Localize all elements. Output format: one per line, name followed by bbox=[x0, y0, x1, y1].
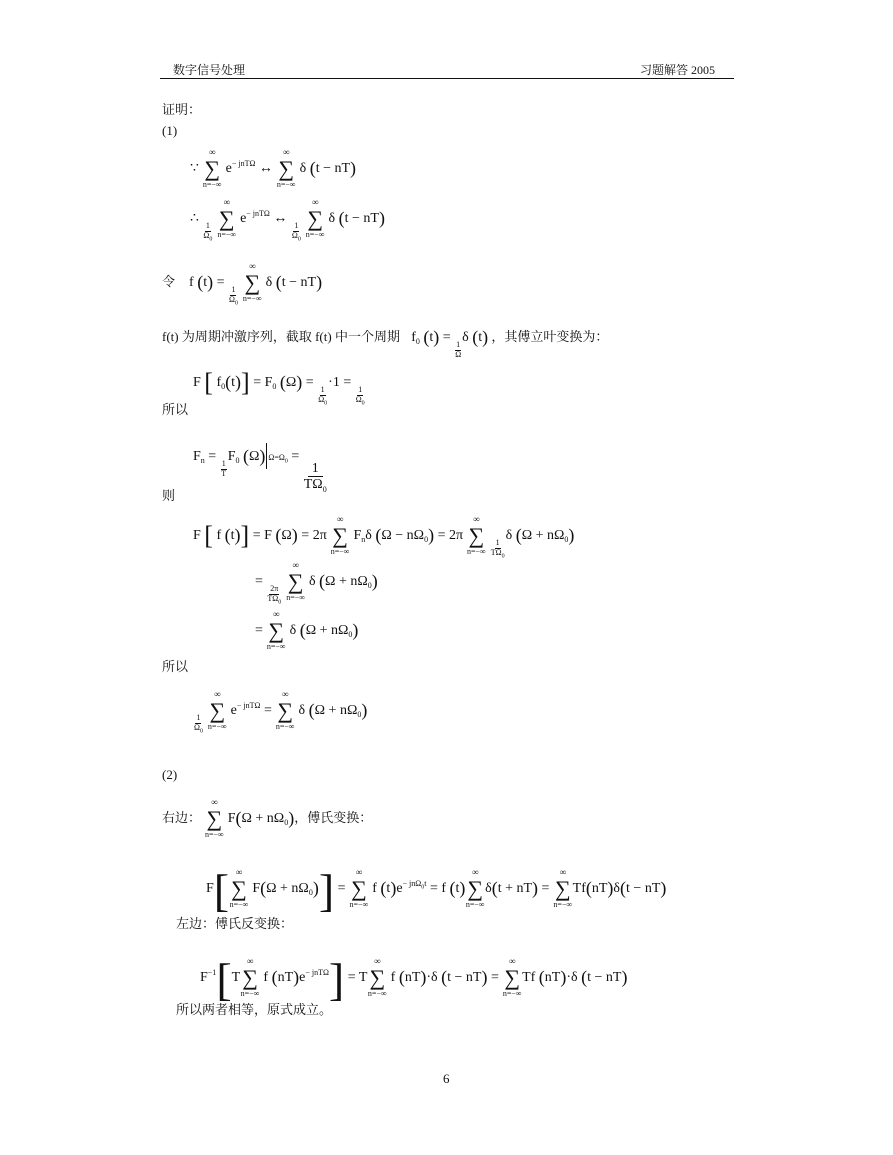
equation-7: = $\frac{2\pi}{T\Omega_0}$ ∑ ∞ n=−∞ δ $(\Omega + n\Omega_0)$ bbox=[255, 560, 378, 606]
sum-symbol: ∑ ∞ n=−∞ bbox=[276, 147, 296, 189]
fraction: $\frac{1}{\Omega_0}$ bbox=[291, 221, 301, 243]
suoyi-1: 所以 bbox=[162, 402, 189, 417]
equation-6: F [ f (t)] = F (Ω) = 2π ∑ ∞ n=−∞ $F_n\delta$ $(\Omega - n\Omega_0) = 2\pi$ ∑ ∞ n=−∞ $\frac{1}{T\Omega_0}$ δ $(\Omega + n\Omega_0)$ bbox=[193, 514, 575, 560]
sum-symbol: ∑ ∞ n=−∞ bbox=[275, 689, 295, 731]
fraction: $\frac{1}{\Omega_0}$ bbox=[228, 285, 238, 307]
page-number: 6 bbox=[443, 1071, 450, 1086]
fraction: $\frac{1}{T\Omega_0}$ bbox=[490, 538, 505, 560]
fraction: $\frac{1}{T}$ bbox=[221, 459, 227, 478]
periodic-impulse-text: f(t) 为周期冲激序列，截取 f(t) 中一个周期 $f_0$ (t) = $\frac{1}{\Omega}$ δ (t) ，其傅立叶变换为： bbox=[162, 327, 609, 359]
header-right: 习题解答 2005 bbox=[640, 63, 716, 77]
sum-symbol: ∑ ∞ n=−∞ bbox=[330, 514, 350, 556]
right-side-label: 右边： bbox=[162, 810, 202, 825]
header-rule bbox=[160, 78, 734, 79]
fraction: $\frac{1}{T\Omega_0}$ bbox=[303, 461, 327, 495]
therefore-symbol: ∴ bbox=[190, 211, 199, 226]
equation-3: 令 f (t) = $\frac{1}{\Omega_0}$ ∑ ∞ n=−∞ δ (t − nT) bbox=[162, 261, 323, 307]
fraction: $\frac{1}{\Omega_0}$ bbox=[318, 385, 328, 407]
sum-symbol: ∑ ∞ n=−∞ bbox=[204, 797, 224, 839]
sum-symbol: ∑ ∞ n=−∞ bbox=[465, 867, 485, 909]
sum-symbol: ∑ ∞ n=−∞ bbox=[367, 956, 387, 998]
part2-label: (2) bbox=[162, 767, 178, 782]
equation-12: $F^{-1}[T\sum$ ∞ n=−∞ f $(nT)e^{- jnT\Omega}] = T\sum$ ∞ n=−∞ f (nT)·δ (t − nT) = ∑ ∞ n=−∞ Tf (nT)·δ (t − nT) bbox=[200, 954, 628, 1005]
sum-symbol: ∑ ∞ n=−∞ bbox=[266, 609, 286, 651]
ze-text: 则 bbox=[162, 488, 176, 503]
because-symbol: ∵ bbox=[190, 161, 199, 176]
header-left: 数字信号处理 bbox=[173, 63, 246, 77]
sum-symbol: ∑ ∞ n=−∞ bbox=[305, 197, 325, 239]
sum-symbol: ∑ ∞ n=−∞ bbox=[349, 867, 369, 909]
suoyi-2: 所以 bbox=[162, 659, 189, 674]
equation-9: $\frac{1}{\Omega_0}$ ∑ ∞ n=−∞ $e^{- jnT\Omega}$ = ∑ ∞ n=−∞ δ $(\Omega + n\Omega_0)$ bbox=[194, 689, 368, 735]
sum-symbol: ∑ ∞ n=−∞ bbox=[286, 560, 305, 602]
left-side-label: 左边：傅氏反变换： bbox=[176, 916, 294, 931]
fraction: $\frac{1}{\Omega_0}$ bbox=[355, 385, 365, 407]
proof-title: 证明： bbox=[162, 102, 202, 117]
ling-text: 令 bbox=[162, 274, 176, 289]
equation-1: ∵ ∑ ∞ n=−∞ $e^{- jnT\Omega}$ ↔ ∑ ∞ n=−∞ δ (t − nT) bbox=[190, 147, 357, 189]
sum-symbol: ∑ ∞ n=−∞ bbox=[502, 956, 522, 998]
sum-symbol: ∑ ∞ n=−∞ bbox=[217, 197, 237, 239]
fourier-transform-label: ，傅氏变换： bbox=[294, 810, 373, 825]
sum-symbol: ∑ ∞ n=−∞ bbox=[240, 956, 260, 998]
conclusion-text: 所以两者相等，原式成立。 bbox=[176, 1002, 333, 1017]
sum-symbol: ∑ ∞ n=−∞ bbox=[242, 261, 262, 303]
sum-symbol: ∑ ∞ n=−∞ bbox=[229, 867, 249, 909]
equation-10: 右边： ∑ ∞ n=−∞ $F(\Omega + n\Omega_0)$，傅氏变换： bbox=[162, 797, 373, 839]
fraction: $\frac{1}{\Omega}$ bbox=[455, 340, 462, 359]
periodic-text-a: f(t) 为周期冲激序列，截取 f(t) 中一个周期 bbox=[162, 329, 400, 344]
sum-symbol: ∑ ∞ n=−∞ bbox=[207, 689, 227, 731]
periodic-text-b: ，其傅立叶变换为： bbox=[491, 329, 609, 344]
equation-4: F [ $f_0(t)] = F_0$ (Ω) = $\frac{1}{\Omega_0}$ ·1 = $\frac{1}{\Omega_0}$ bbox=[193, 368, 365, 407]
part1-label: (1) bbox=[162, 123, 178, 138]
fraction: $\frac{2\pi}{T\Omega_0}$ bbox=[267, 584, 282, 606]
equation-5: $F_n$ = $\frac{1}{T}$ $F_0$ (Ω) $\Omega=\Omega_0$ = $\frac{1}{T\Omega_0}$ bbox=[193, 443, 328, 495]
fraction: $\frac{1}{\Omega_0}$ bbox=[194, 713, 203, 735]
equation-8: = ∑ ∞ n=−∞ δ $(\Omega + n\Omega_0)$ bbox=[255, 609, 359, 651]
sum-symbol: ∑ ∞ n=−∞ bbox=[467, 514, 486, 556]
sum-symbol: ∑ ∞ n=−∞ bbox=[202, 147, 222, 189]
equation-2: ∴ $\frac{1}{\Omega_0}$ ∑ ∞ n=−∞ $e^{- jnT\Omega}$ ↔ $\frac{1}{\Omega_0}$ ∑ ∞ n=−∞ δ (t − nT) bbox=[190, 197, 385, 243]
sum-symbol: ∑ ∞ n=−∞ bbox=[553, 867, 573, 909]
fraction: $\frac{1}{\Omega_0}$ bbox=[203, 221, 213, 243]
equation-11: F[∑ ∞ n=−∞ $F(\Omega + n\Omega_0)$] = ∑ ∞ n=−∞ f $(t)e^{- jn\Omega_0t} = f$ (t)∑ ∞ n=−∞ δ(t + nT) = ∑ ∞ n=−∞ Tf(nT)δ(t − nT) bbox=[206, 865, 667, 916]
